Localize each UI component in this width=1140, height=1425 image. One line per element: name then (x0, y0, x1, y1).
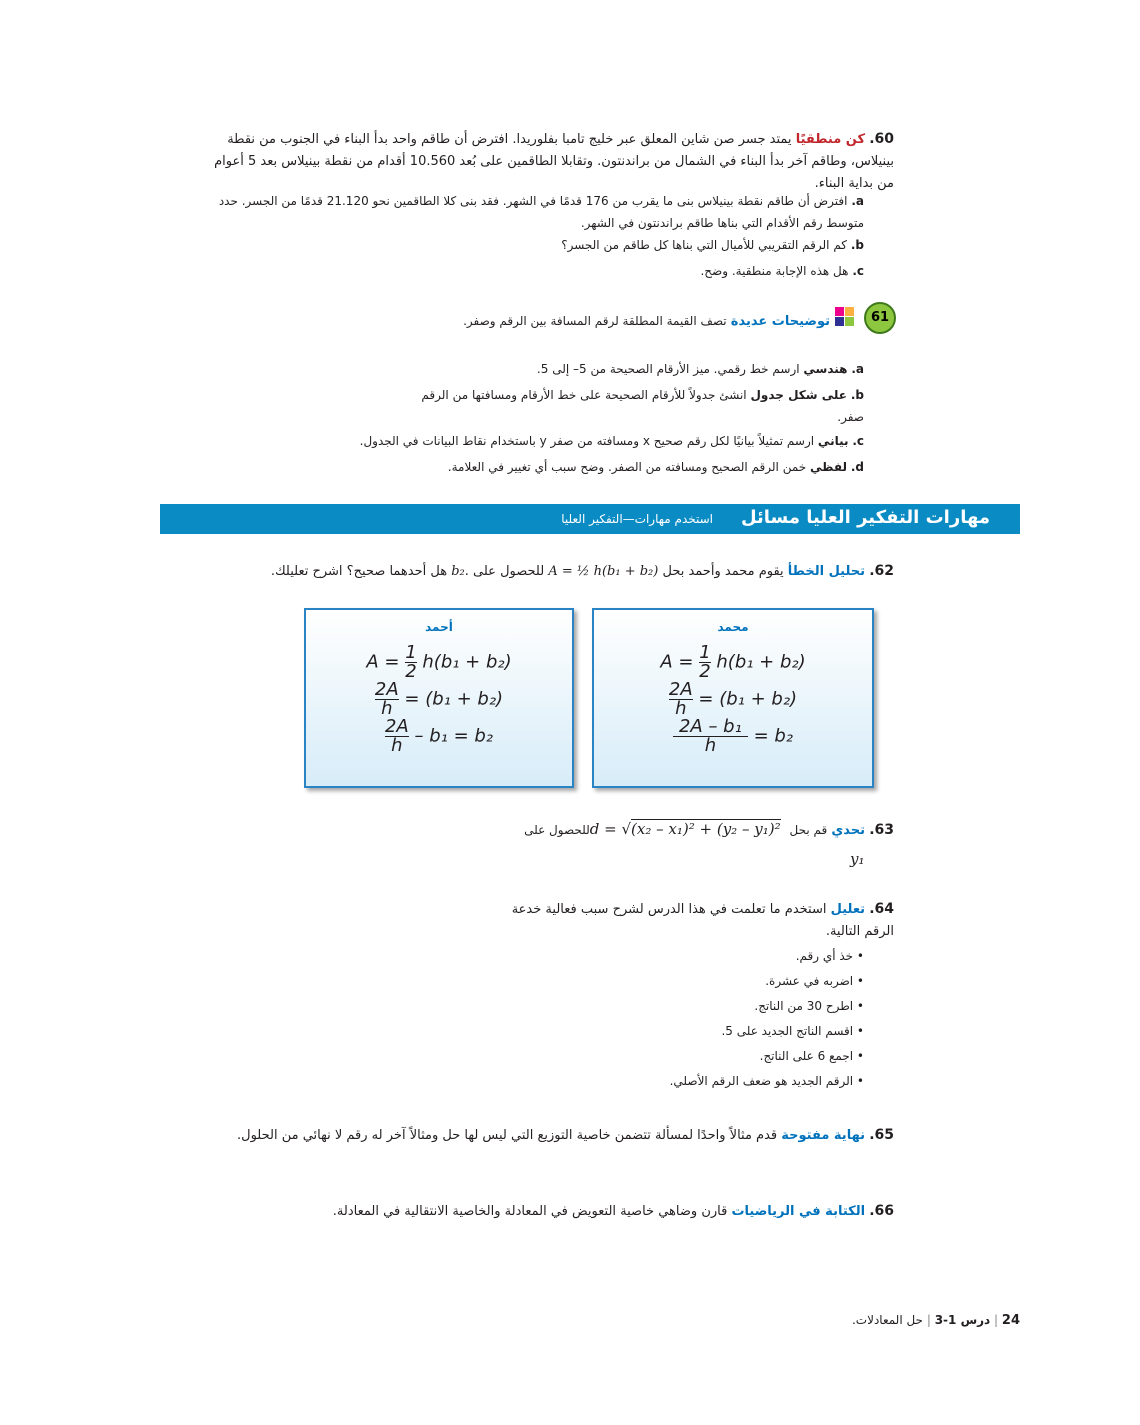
mohammed-line-2 (594, 681, 872, 718)
frac-num: 2A – b₁ (678, 716, 742, 737)
q63-text-after: للحصول على (524, 823, 590, 837)
q63-number: 63. (869, 822, 894, 838)
q62-text-after: هل أحدهما صحيح؟ اشرح تعليلك. (270, 564, 448, 579)
frac-num: 2A (668, 679, 693, 700)
frac-num: 1 (405, 642, 417, 663)
ahmed-line-1-rhs: h(b₁ + b₂) (422, 651, 512, 673)
q60-b-label: b. (850, 238, 864, 252)
q61-d-text: خمن الرقم الصحيح ومسافته من الصفر. وضح سبب أي تغيير في العلامة. (447, 460, 807, 474)
ahmed-2a-h-fraction (375, 681, 399, 718)
radical-icon: √ (621, 820, 632, 838)
footer-lesson: درس 1-3 (934, 1313, 991, 1327)
q62-var: b₂. (451, 564, 469, 579)
list-item: • الرقم الجديد هو ضعف الرقم الأصلي. (669, 1074, 864, 1088)
q65 (194, 1124, 894, 1147)
card-mohammed (592, 608, 874, 788)
q63 (194, 818, 894, 842)
q61-number: 61 (870, 310, 890, 325)
q60-c (264, 260, 864, 282)
list-item-text: اقسم الناتج الجديد على 5. (721, 1024, 854, 1038)
mohammed-line-3 (594, 718, 872, 755)
ahmed-half-fraction (405, 644, 416, 681)
q61-b (404, 384, 864, 428)
ahmed-line-1 (306, 644, 572, 681)
q66-text: قارن وضاهي خاصية التعويض في المعادلة والخاصية الانتقالية في المعادلة. (332, 1204, 728, 1219)
page-number: 24 (1001, 1313, 1020, 1328)
q61-a (264, 358, 864, 380)
q64-bullets (464, 944, 864, 1094)
mohammed-line-1 (594, 644, 872, 681)
q62-number: 62. (869, 563, 894, 579)
q61-d-label: d. (850, 460, 864, 474)
q60-b (264, 234, 864, 256)
frac-num: 2A (384, 716, 409, 737)
q61-d-bold: لفظي (810, 460, 848, 474)
mohammed-half-fraction (699, 644, 710, 681)
mohammed-2a-h-fraction (669, 681, 693, 718)
list-item: • خذ أي رقم. (795, 949, 864, 963)
q63-formula (590, 819, 786, 838)
list-item-text: اطرح 30 من الناتج. (754, 999, 854, 1013)
card-ahmed (304, 608, 574, 788)
q60-a (204, 190, 864, 234)
list-item-text: اجمع 6 على الناتج. (759, 1049, 854, 1063)
frac-den: h (669, 699, 693, 718)
q60-number: 60. (869, 131, 894, 147)
q64-label: تعليل (830, 902, 866, 917)
q61-b-label: b. (850, 388, 864, 402)
card-ahmed-title: أحمد (425, 620, 453, 634)
mohammed-line-3-rhs: = b₂ (753, 725, 794, 747)
q61-label: توضيحات عديدة (730, 314, 830, 329)
q61-a-label: a. (851, 362, 864, 376)
q60-text: يمتد جسر صن شاين المعلق عبر خليج تامبا بفلوريدا. افترض أن طاقم واحد بدأ البناء في الجنوب من نقطة بينيلاس، وطاقم آخر بدأ البناء في الشمال من براندنتون. وتقابلا الطاقمين على بُعد 10.560 أقدام من نقطة بينيلاس بعد 5 أعوام من بداية البناء. (214, 132, 894, 191)
footer-title: حل المعادلات. (851, 1313, 923, 1327)
ahmed-line-1-lhs: A = (366, 651, 400, 673)
frac-den: h (375, 699, 399, 718)
q61-c-label: c. (852, 434, 864, 448)
q62-text-mid: للحصول على (473, 564, 545, 579)
q64 (484, 898, 894, 943)
list-item: • اجمع 6 على الناتج. (759, 1049, 864, 1063)
list-item: • اضربه في عشرة. (765, 974, 864, 988)
mohammed-line-1-lhs: A = (660, 651, 694, 673)
q61-b-text: انشئ جدولاً للأرقام الصحيحة على خط الأرقام ومسافتها من الرقم صفر. (421, 388, 864, 424)
mohammed-line-2-rhs: = (b₁ + b₂) (698, 688, 798, 710)
q66 (194, 1200, 894, 1223)
frac-num: 2A (374, 679, 399, 700)
q60-c-label: c. (852, 264, 864, 278)
frac-den: 2 (405, 661, 417, 682)
q65-number: 65. (869, 1127, 894, 1143)
mohammed-line-1-rhs: h(b₁ + b₂) (716, 651, 806, 673)
page-footer (852, 1313, 1020, 1328)
q61-c (264, 430, 864, 452)
footer-divider: | (994, 1313, 999, 1327)
q62 (194, 560, 894, 583)
ahmed-line-2 (306, 681, 572, 718)
q61-number-badge (864, 302, 896, 334)
q60-b-text: كم الرقم التقريبي للأميال التي بناها كل طاقم من الجسر؟ (561, 238, 848, 252)
q61-text: تصف القيمة المطلقة لرقم المسافة بين الرقم وصفر. (463, 314, 727, 328)
list-item-text: الرقم الجديد هو ضعف الرقم الأصلي. (669, 1074, 854, 1088)
q63-label: تحدي (831, 823, 866, 838)
puzzle-icon (834, 306, 856, 328)
q61-a-text: ارسم خط رقمي. ميز الأرقام الصحيحة من 5– إلى 5. (536, 362, 800, 376)
q61 (310, 310, 830, 333)
list-item: • اقسم الناتج الجديد على 5. (721, 1024, 864, 1038)
ahmed-line-3-rhs: – b₁ = b₂ (414, 725, 494, 747)
q63-formula-radicand: (x₂ – x₁)² + (y₂ – y₁)² (631, 820, 781, 838)
card-mohammed-title: محمد (717, 620, 749, 634)
q60-a-text: افترض أن طاقم نقطة بينيلاس بنى ما يقرب من 176 قدمًا في الشهر. فقد بنى كلا الطاقمين نحو 21.120 قدمًا من الجسر. حدد متوسط رقم الأقدام التي بناها طاقم براندنتون في الشهر. (218, 194, 864, 230)
q62-label: تحليل الخطأ (787, 564, 866, 579)
q61-a-bold: هندسي (803, 362, 848, 376)
q65-text: قدم مثالاً واحدًا لمسألة تتضمن خاصية التوزيع التي ليس لها حل ومثالاً آخر له رقم لا نهائي من الحلول. (237, 1128, 778, 1143)
q60-a-label: a. (851, 194, 864, 208)
banner-title: مهارات التفكير العليا مسائل (740, 507, 990, 528)
frac-den: h (385, 736, 409, 755)
q61-c-text: ارسم تمثيلاً بيانيًا لكل رقم صحيح x ومسافته من صفر y باستخدام نقاط البيانات في الجدول. (359, 434, 815, 448)
q61-b-bold: على شكل جدول (750, 388, 848, 402)
frac-den: h (673, 736, 748, 755)
q65-label: نهاية مفتوحة (781, 1128, 866, 1143)
q66-label: الكتابة في الرياضيات (731, 1204, 866, 1219)
list-item-text: خذ أي رقم. (795, 949, 854, 963)
ahmed-line-3 (306, 718, 572, 755)
q63-var: y₁ (850, 850, 865, 868)
list-item-text: اضربه في عشرة. (765, 974, 854, 988)
q64-text: استخدم ما تعلمت في هذا الدرس لشرح سبب فعالية خدعة الرقم التالية. (511, 902, 894, 939)
ahmed-line-2-rhs: = (b₁ + b₂) (404, 688, 504, 710)
q62-formula: A = ½ h(b₁ + b₂) (548, 564, 659, 579)
q60-label: كن منطقيًا (795, 132, 866, 147)
q60 (194, 128, 894, 195)
list-item: • اطرح 30 من الناتج. (754, 999, 864, 1013)
q63-text: قم بحل (789, 823, 828, 837)
ahmed-2a-h-fraction-2 (385, 718, 409, 755)
banner-subtitle: استخدم مهارات—التفكير العليا (561, 512, 713, 526)
q63-formula-lhs: d = (589, 820, 617, 838)
section-banner (160, 504, 1020, 534)
q64-number: 64. (869, 901, 894, 917)
q62-text-before: يقوم محمد وأحمد بحل (662, 564, 784, 579)
mohammed-2a-b1-h-fraction (673, 718, 748, 755)
q61-c-bold: بياني (817, 434, 849, 448)
frac-den: 2 (699, 661, 711, 682)
frac-num: 1 (699, 642, 711, 663)
q61-d (264, 456, 864, 478)
q66-number: 66. (869, 1203, 894, 1219)
footer-divider: | (926, 1313, 931, 1327)
q60-c-text: هل هذه الإجابة منطقية. وضح. (700, 264, 849, 278)
